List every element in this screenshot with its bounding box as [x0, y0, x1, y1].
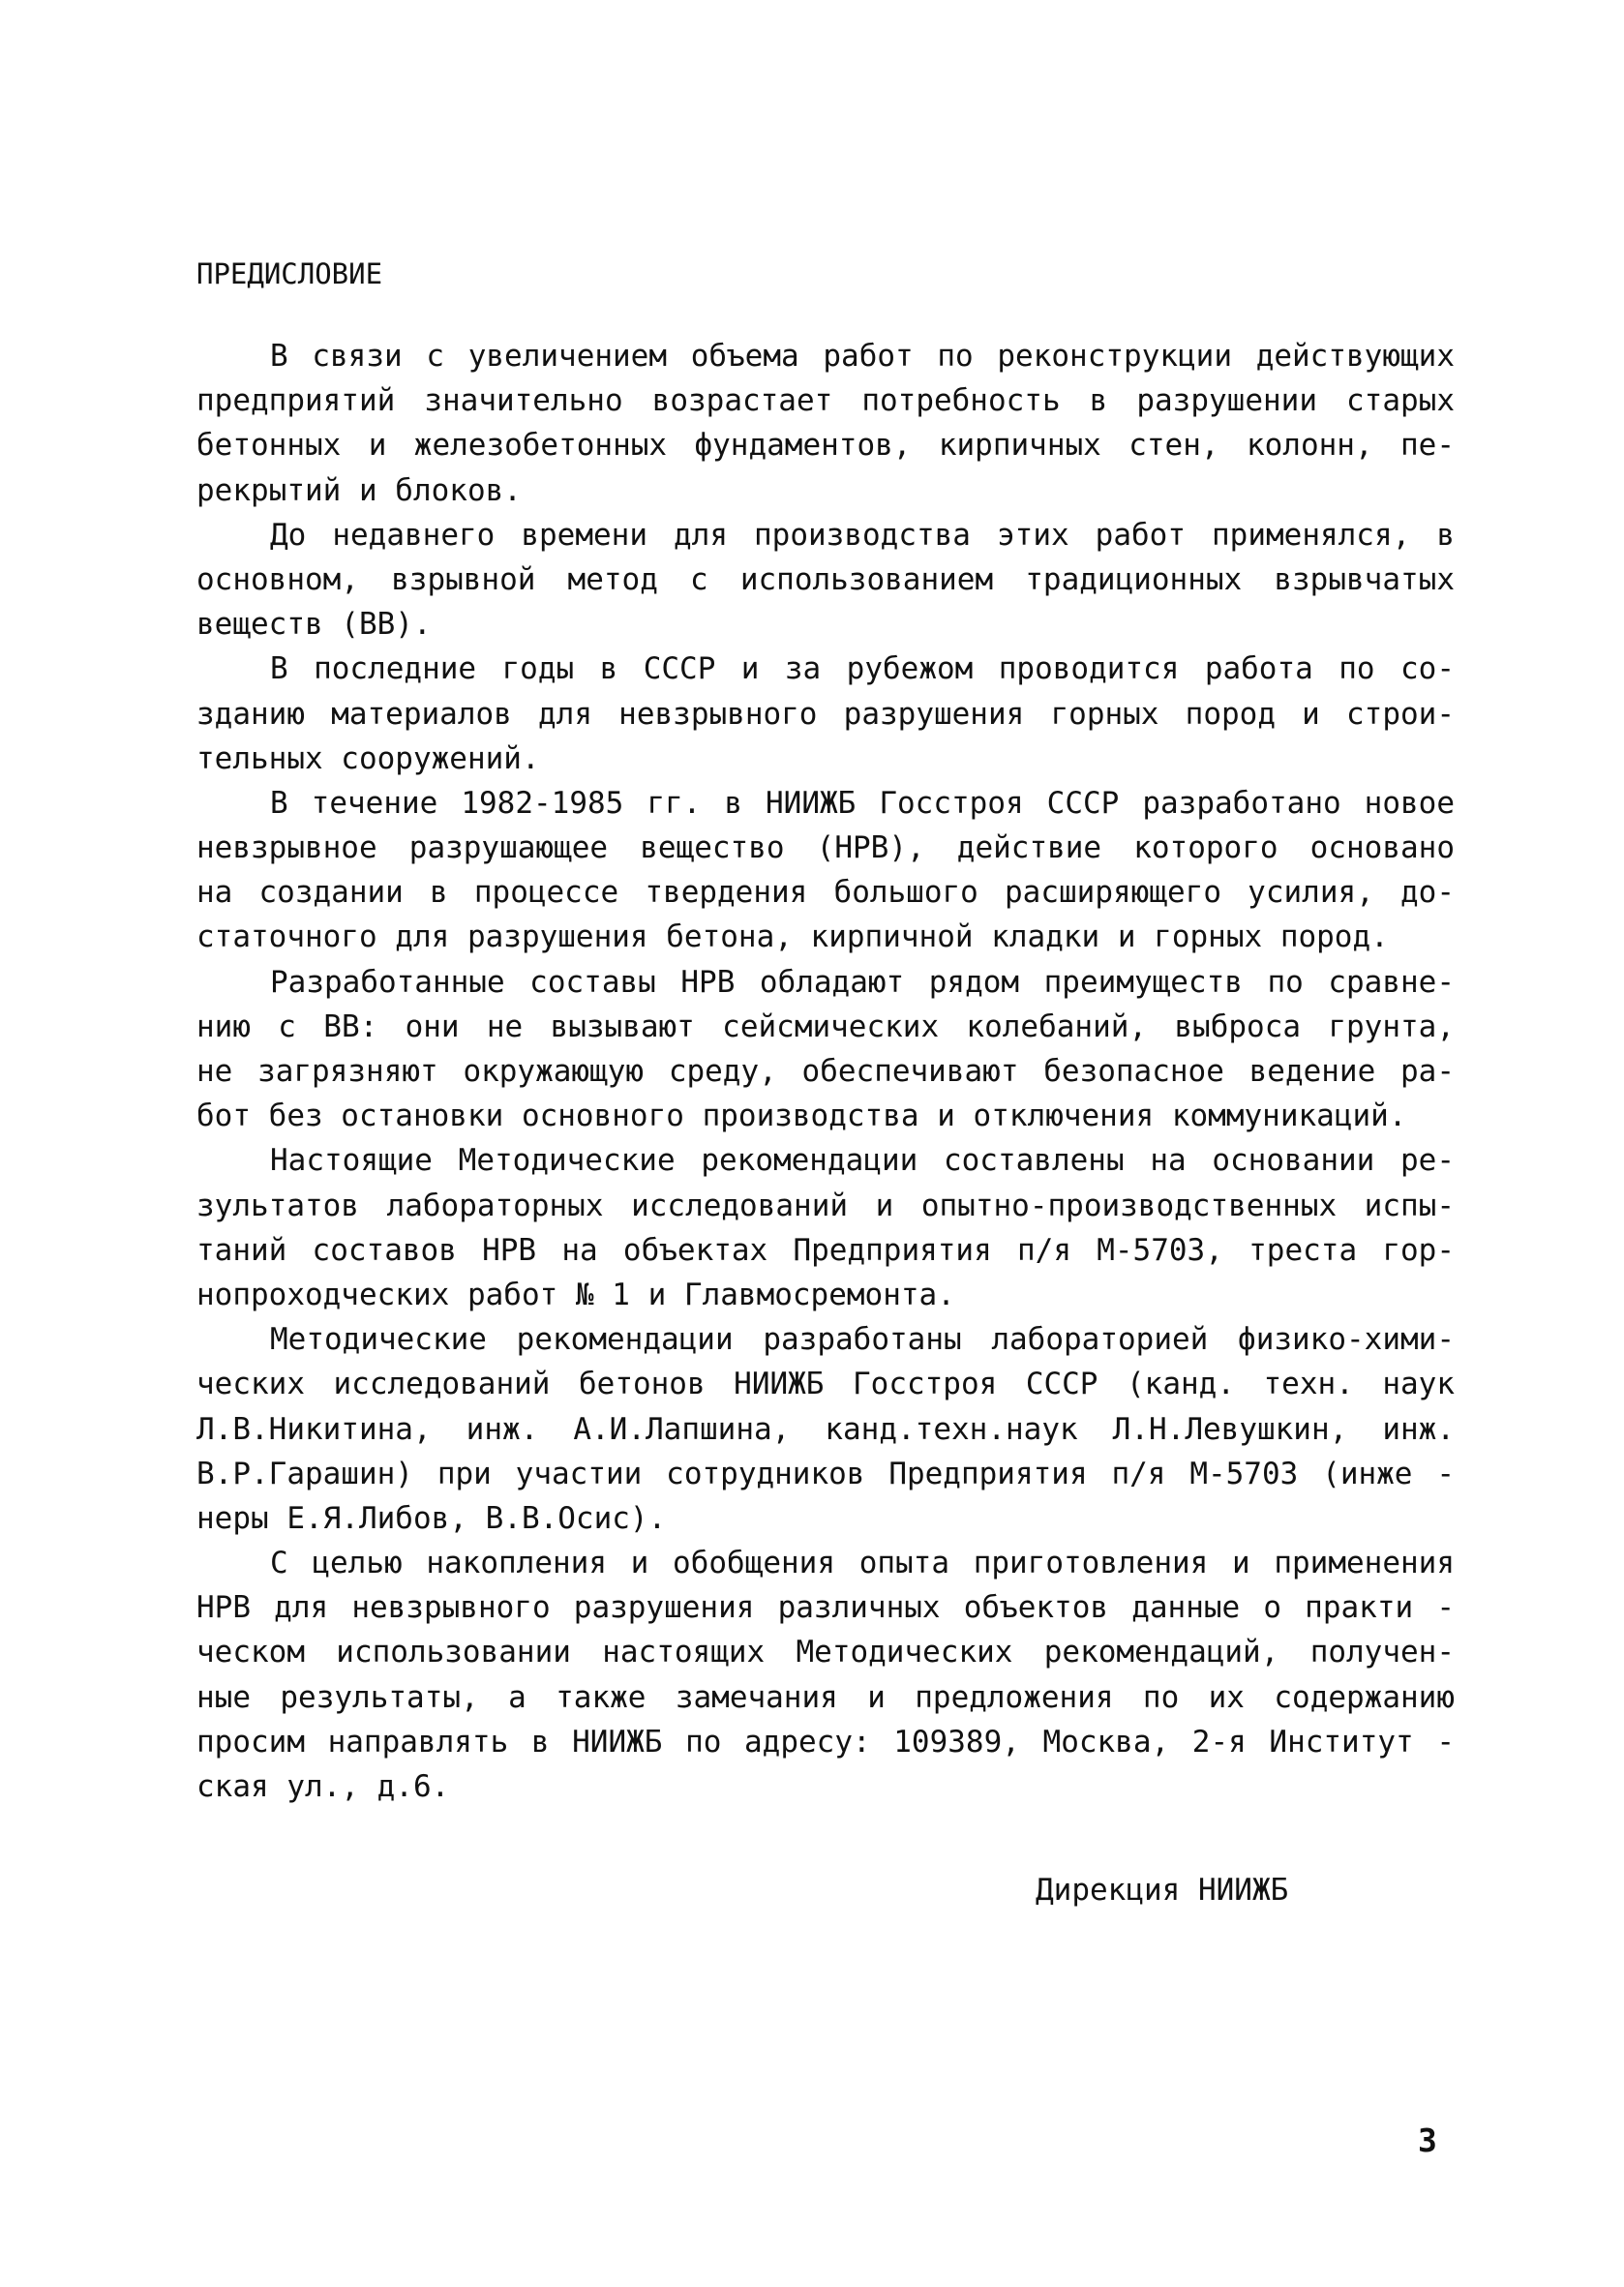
paragraph-5-line-1: Разработанные составы НРВ обладают рядом преимуществ по сравне-: [270, 964, 1455, 1000]
paragraph-7-line-3: Л.В.Никитина, инж. А.И.Лапшина, канд.техн.наук Л.Н.Левушкин, инж.: [196, 1411, 1455, 1447]
paragraph-4-line-4: статочного для разрушения бетона, кирпичной кладки и горных пород.: [196, 919, 1389, 955]
paragraph-8-line-1: С целью накопления и обобщения опыта приготовления и применения: [270, 1546, 1455, 1581]
paragraph-2-line-2: основном, взрывной метод с использованием традиционных взрывчатых: [196, 561, 1455, 597]
page-number: 3: [1418, 2121, 1437, 2159]
preface-body: [196, 334, 1455, 1809]
paragraph-1-line-2: предприятий значительно возрастает потребность в разрушении старых: [196, 383, 1455, 419]
paragraph-6-line-4: нопроходческих работ № 1 и Главмосремонта.: [196, 1277, 955, 1312]
paragraph-3-line-3: тельных сооружений.: [196, 740, 540, 776]
paragraph-4-line-3: на создании в процессе твердения большого расширяющего усилия, до-: [196, 875, 1455, 911]
paragraph-8-line-3: ческом использовании настоящих Методических рекомендаций, получен-: [196, 1635, 1455, 1670]
paragraph-8-line-2: НРВ для невзрывного разрушения различных объектов данные о практи -: [196, 1590, 1455, 1626]
paragraph-7-line-2: ческих исследований бетонов НИИЖБ Госстроя СССР (канд. техн. наук: [196, 1367, 1455, 1402]
paragraph-1-line-4: рекрытий и блоков.: [196, 472, 522, 508]
paragraph-5-line-2: нию с ВВ: они не вызывают сейсмических колебаний, выброса грунта,: [196, 1008, 1455, 1044]
paragraph-6-line-2: зультатов лабораторных исследований и опытно-производственных испы-: [196, 1188, 1455, 1223]
paragraph-7-line-4: В.Р.Гарашин) при участии сотрудников Предприятия п/я М-5703 (инже -: [196, 1456, 1455, 1491]
paragraph-6-line-3: таний составов НРВ на объектах Предприятия п/я М-5703, треста гор-: [196, 1232, 1455, 1268]
paragraph-5-line-4: бот без остановки основного производства и отключения коммуникаций.: [196, 1098, 1407, 1134]
paragraph-1-line-1: В связи с увеличением объема работ по реконструкции действующих: [270, 339, 1455, 374]
signature: Дирекция НИИЖБ: [1036, 1873, 1289, 1908]
page-heading: ПРЕДИСЛОВИЕ: [196, 257, 383, 290]
paragraph-7-line-5: неры Е.Я.Либов, В.В.Осис).: [196, 1500, 667, 1536]
paragraph-2-line-3: веществ (ВВ).: [196, 607, 432, 643]
paragraph-5-line-3: не загрязняют окружающую среду, обеспечивают безопасное ведение ра-: [196, 1054, 1455, 1089]
paragraph-2-line-1: До недавнего времени для производства этих работ применялся, в: [270, 517, 1455, 553]
paragraph-6-line-1: Настоящие Методические рекомендации составлены на основании ре-: [270, 1143, 1455, 1179]
paragraph-4-line-1: В течение 1982-1985 гг. в НИИЖБ Госстроя СССР разработано новое: [270, 785, 1455, 821]
paragraph-7-line-1: Методические рекомендации разработаны лабораторией физико-хими-: [270, 1322, 1455, 1358]
paragraph-3-line-1: В последние годы в СССР и за рубежом проводится работа по со-: [270, 651, 1455, 687]
paragraph-8-line-5: просим направлять в НИИЖБ по адресу: 109389, Москва, 2-я Институт -: [196, 1724, 1455, 1760]
paragraph-4-line-2: невзрывное разрушающее вещество (НРВ), действие которого основано: [196, 830, 1455, 866]
paragraph-1-line-3: бетонных и железобетонных фундаментов, кирпичных стен, колонн, пе-: [196, 428, 1455, 464]
paragraph-8-line-4: ные результаты, а также замечания и предложения по их содержанию: [196, 1679, 1455, 1715]
paragraph-3-line-2: зданию материалов для невзрывного разрушения горных пород и строи-: [196, 696, 1455, 732]
paragraph-8-line-6: ская ул., д.6.: [196, 1769, 450, 1804]
